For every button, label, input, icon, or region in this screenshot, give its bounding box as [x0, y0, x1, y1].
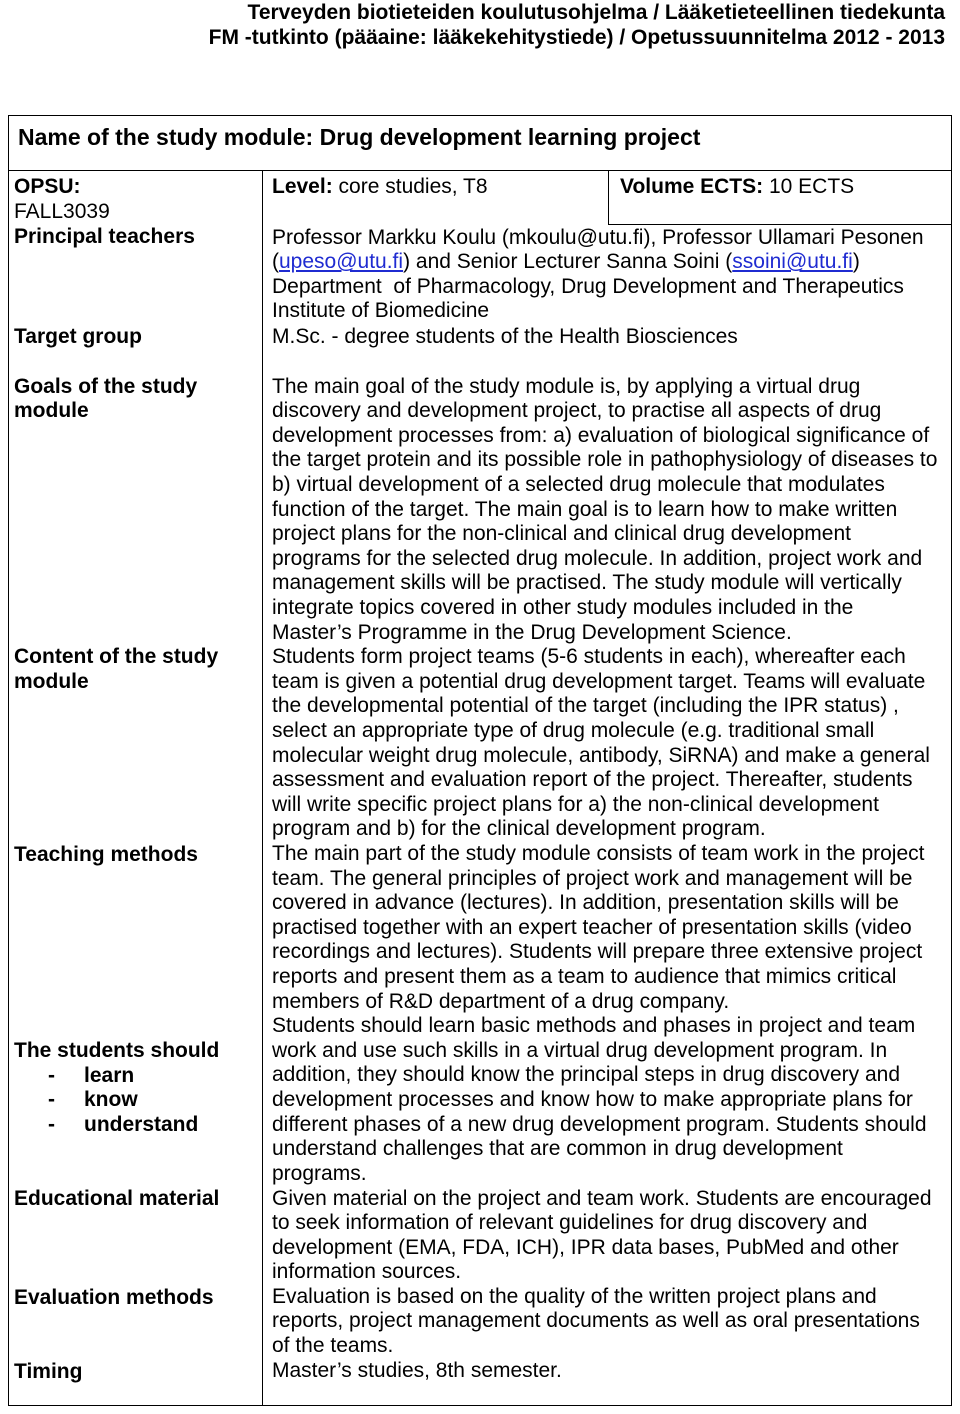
- content-label-line: module: [14, 669, 89, 693]
- teaching-line: recordings and lectures). Students will prepare three extensive project: [272, 940, 923, 964]
- principal-teachers-label: [14, 225, 195, 250]
- teaching-line: covered in advance (lectures). In addition, presentation skills will be: [272, 891, 899, 915]
- principal-teachers-text: [272, 226, 924, 324]
- teaching-line: team. The general principles of project work and management will be: [272, 866, 913, 890]
- content-label: [14, 645, 218, 694]
- bullet-dash: -: [48, 1088, 55, 1112]
- target-group-label-text: Target group: [14, 325, 142, 348]
- teachers-line: Professor Markku Koulu (mkoulu@utu.fi), Professor Ullamari Pesonen: [272, 225, 924, 249]
- content-line: molecular weight drug molecule, antibody, SiRNA) and make a general: [272, 743, 930, 767]
- goals-line: b) virtual development of a selected drug molecule that modulates: [272, 473, 885, 497]
- content-line: will write specific project plans for a) the non-clinical development: [272, 792, 879, 816]
- material-line: information sources.: [272, 1260, 462, 1284]
- volume-cell-divider: [608, 170, 609, 224]
- volume-label: Volume ECTS:: [620, 175, 764, 198]
- target-group-line: M.Sc. - degree students of the Health Biosciences: [272, 324, 738, 348]
- program-header: Terveyden biotieteiden koulutusohjelma / Lääketieteellinen tiedekunta: [247, 1, 945, 24]
- goals-line: management skills will be practised. The study module will vertically: [272, 571, 902, 595]
- educational-material-label-text: Educational material: [14, 1187, 220, 1210]
- goals-label: [14, 375, 197, 424]
- teaching-line: reports and present them as a team to audience that mimics critical: [272, 965, 897, 989]
- teaching-methods-label: [14, 843, 198, 868]
- volume-value: 10 ECTS: [768, 175, 855, 198]
- evaluation-methods-text: [272, 1285, 920, 1359]
- content-line: Students form project teams (5-6 students in each), whereafter each: [272, 645, 906, 669]
- goals-line: function of the target. The main goal is to learn how to make written: [272, 497, 898, 521]
- outcome-item: [14, 1088, 219, 1113]
- material-line: development (EMA, FDA, ICH), IPR data bases, PubMed and other: [272, 1235, 899, 1259]
- content-line: select an appropriate type of drug molecule (e.g. traditional small: [272, 719, 875, 743]
- module-title: Name of the study module: Drug development learning project: [18, 124, 701, 150]
- outcomes-line: different phases of a new drug development program. Students should: [272, 1112, 927, 1136]
- goals-line: Master’s Programme in the Drug Development Science.: [272, 620, 792, 644]
- material-line: to seek information of relevant guidelines for drug discovery and: [272, 1211, 868, 1235]
- goals-label-line: Goals of the study: [14, 374, 198, 398]
- learning-outcomes-text: [272, 1014, 927, 1186]
- teaching-line: practised together with an expert teacher of presentation skills (video: [272, 915, 912, 939]
- goals-line: integrate topics covered in other study modules included in the: [272, 596, 854, 620]
- outcome-item: [14, 1113, 219, 1138]
- teaching-methods-text: [272, 842, 924, 1014]
- content-line: team is given a potential drug development target. Teams will evaluate: [272, 669, 926, 693]
- evaluation-methods-label: [14, 1286, 214, 1311]
- curriculum-header: FM -tutkinto (pääaine: lääkekehitystiede) / Opetussuunnitelma 2012 - 2013: [208, 26, 945, 49]
- educational-material-label: [14, 1187, 219, 1212]
- outcomes-line: addition, they should know the principal steps in drug discovery and: [272, 1063, 901, 1087]
- content-line: the developmental potential of the target (including the IPR status) ,: [272, 694, 899, 718]
- timing-line: Master’s studies, 8th semester.: [272, 1358, 562, 1382]
- teachers-line: Department of Pharmacology, Drug Development and Therapeutics: [272, 274, 904, 298]
- goals-text: [272, 375, 937, 646]
- outcome-item-label: understand: [84, 1113, 199, 1137]
- timing-label: [14, 1360, 82, 1385]
- outcomes-line: Students should learn basic methods and phases in project and team: [272, 1014, 916, 1038]
- outcome-item-label: learn: [84, 1063, 135, 1087]
- content-text: [272, 645, 930, 842]
- principal-teachers-label-text: Principal teachers: [14, 225, 195, 248]
- volume-cell: [620, 175, 854, 200]
- educational-material-text: [272, 1187, 932, 1285]
- bullet-dash: -: [48, 1063, 55, 1087]
- title-divider: [8, 170, 952, 171]
- evaluation-line: reports, project management documents as well as oral presentations: [272, 1309, 920, 1333]
- outcomes-line: work and use such skills in a virtual drug development program. In: [272, 1038, 888, 1062]
- goals-label-line: module: [14, 399, 89, 423]
- teachers-text-part: ) and Senior Lecturer Sanna Soini (: [403, 250, 733, 274]
- email-link-pesonen[interactable]: upeso@utu.fi: [279, 250, 404, 274]
- evaluation-methods-label-text: Evaluation methods: [14, 1286, 214, 1309]
- content-line: assessment and evaluation report of the project. Thereafter, students: [272, 768, 913, 792]
- outcome-item: [14, 1064, 219, 1089]
- goals-line: the target protein and its possible role in pathophysiology of diseases to: [272, 448, 938, 472]
- teaching-methods-label-text: Teaching methods: [14, 842, 198, 866]
- content-label-line: Content of the study: [14, 645, 219, 669]
- outcomes-line: understand challenges that are common in drug development: [272, 1137, 843, 1161]
- opsu-code: FALL3039: [14, 199, 110, 223]
- teaching-line: members of R&D department of a drug company.: [272, 989, 730, 1013]
- target-group-text: [272, 325, 738, 350]
- teachers-line: [272, 250, 924, 275]
- target-group-label: [14, 325, 142, 350]
- level-value: core studies, T8: [338, 175, 488, 198]
- goals-line: development processes from: a) evaluation of biological significance of: [272, 423, 930, 447]
- goals-line: discovery and development project, to practise all aspects of drug: [272, 399, 882, 423]
- opsu-label: OPSU:: [14, 175, 81, 198]
- learning-outcomes-label: [14, 1039, 219, 1137]
- goals-line: programs for the selected drug molecule. In addition, project work and: [272, 546, 923, 570]
- email-link-soini[interactable]: ssoini@utu.fi: [732, 250, 853, 274]
- material-line: Given material on the project and team work. Students are encouraged: [272, 1186, 932, 1210]
- level-cell: [272, 175, 488, 200]
- evaluation-line: Evaluation is based on the quality of the written project plans and: [272, 1284, 877, 1308]
- learning-outcomes-label-text: The students should: [14, 1039, 220, 1063]
- timing-text: [272, 1359, 562, 1384]
- outcome-item-label: know: [84, 1088, 138, 1112]
- goals-line: project plans for the non-clinical and clinical drug development: [272, 522, 851, 546]
- outcomes-line: development processes and know how to make appropriate plans for: [272, 1088, 913, 1112]
- outcomes-line: programs.: [272, 1161, 367, 1185]
- opsu-cell: [14, 175, 110, 224]
- level-label: Level:: [272, 175, 333, 198]
- goals-line: The main goal of the study module is, by applying a virtual drug: [272, 374, 861, 398]
- bullet-dash: -: [48, 1113, 55, 1137]
- teachers-text-part: (: [272, 250, 279, 274]
- teachers-text-part: ): [852, 250, 860, 274]
- timing-label-text: Timing: [14, 1360, 83, 1383]
- teaching-line: The main part of the study module consists of team work in the project: [272, 842, 925, 866]
- evaluation-line: of the teams.: [272, 1334, 394, 1358]
- teachers-line: Institute of Biomedicine: [272, 299, 490, 323]
- column-divider: [262, 170, 263, 1406]
- content-line: program and b) for the clinical development program.: [272, 817, 766, 841]
